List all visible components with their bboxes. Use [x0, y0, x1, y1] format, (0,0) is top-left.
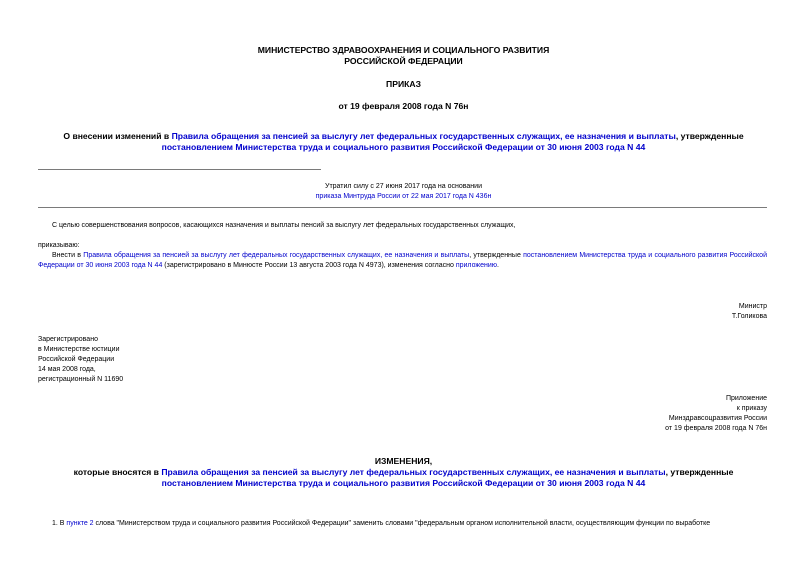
item-1-number: 1.: [52, 520, 58, 527]
status-note-line1: Утратил силу с 27 июня 2017 года на основании: [325, 183, 482, 190]
changes-link-rules[interactable]: Правила обращения за пенсией за выслугу лет федеральных государственных служащих, ее назначения и выплаты: [161, 467, 666, 477]
status-note: [200, 182, 607, 202]
registration-line1: Зарегистрировано: [38, 336, 98, 343]
title-link-rules[interactable]: Правила обращения за пенсией за выслугу лет федеральных государственных служащих, ее назначения и выплаты: [171, 131, 676, 141]
appendix-line4: от 19 февраля 2008 года N 76н: [665, 425, 767, 432]
ministry-title-line2: РОССИЙСКОЙ ФЕДЕРАЦИИ: [344, 56, 463, 66]
item-1-link[interactable]: пункте 2: [66, 520, 94, 527]
para-end: .: [497, 262, 499, 269]
signature-name: Т.Голикова: [731, 313, 767, 320]
registration-line5: регистрационный N 11690: [38, 376, 124, 383]
divider-status: [38, 207, 767, 208]
appendix-block: [665, 394, 767, 434]
status-note-link[interactable]: приказа Минтруда России от 22 мая 2017 года N 436н: [315, 193, 492, 200]
signature-position: Министр: [738, 303, 767, 310]
title-link-decree[interactable]: постановлением Министерства труда и социального развития Российской Федерации от 30 июня 2003 года N 44: [161, 142, 646, 152]
para-start: Внести в: [52, 252, 84, 259]
title-middle: , утвержденные: [675, 131, 744, 141]
preamble: С целью совершенствования вопросов, касающихся назначения и выплаты пенсий за выслугу лет федеральных государственных служащих,: [52, 222, 516, 229]
order-word: приказываю:: [38, 242, 80, 249]
title-prefix: О внесении изменений в: [63, 131, 172, 141]
changes-sub-prefix: которые вносятся в: [73, 467, 162, 477]
para-mid: , утвержденные: [469, 252, 524, 259]
doc-type: ПРИКАЗ: [386, 79, 421, 89]
signature-block: [732, 302, 767, 322]
para-registration: (зарегистрировано в Минюсте России 13 августа 2003 года N 4973), изменения согласно: [162, 262, 456, 269]
changes-link-decree[interactable]: постановлением Министерства труда и социального развития Российской Федерации от 30 июня 2003 года N 44: [161, 478, 646, 488]
registration-line2: в Министерстве юстиции: [38, 346, 120, 353]
appendix-line2: к приказу: [736, 405, 767, 412]
changes-subheading: [30, 467, 777, 489]
item-1-text-rest: слова "Министерством труда и социального развития Российской Федерации" заменить словами "федеральным органом исполнительной власти, осуществляющим функции по выработке: [93, 520, 711, 527]
item-1-text-start: В: [59, 520, 67, 527]
registration-block: [38, 335, 123, 385]
registration-line3: Российской Федерации: [38, 356, 115, 363]
order-title: [30, 131, 777, 153]
changes-sub-middle: , утвержденные: [665, 467, 734, 477]
doc-date-number: от 19 февраля 2008 года N 76н: [338, 101, 469, 111]
divider-top: [38, 169, 321, 170]
item-1: [38, 519, 767, 529]
registration-line4: 14 мая 2008 года,: [38, 366, 96, 373]
appendix-line3: Минздравсоцразвития России: [668, 415, 767, 422]
appendix-line1: Приложение: [725, 395, 767, 402]
main-paragraph: [38, 251, 767, 271]
para-link-decree[interactable]: постановлением Министерства труда и социального развития Российской Федерации от 30 июня 2003 года N 44: [38, 252, 767, 269]
para-link-rules[interactable]: Правила обращения за пенсией за выслугу лет федеральных государственных служащих, ее назначения и выплаты: [83, 252, 470, 259]
ministry-title-line1: МИНИСТЕРСТВО ЗДРАВООХРАНЕНИЯ И СОЦИАЛЬНОГО РАЗВИТИЯ: [257, 45, 550, 55]
changes-heading: ИЗМЕНЕНИЯ,: [374, 456, 433, 466]
para-link-appendix[interactable]: приложению: [455, 262, 498, 269]
